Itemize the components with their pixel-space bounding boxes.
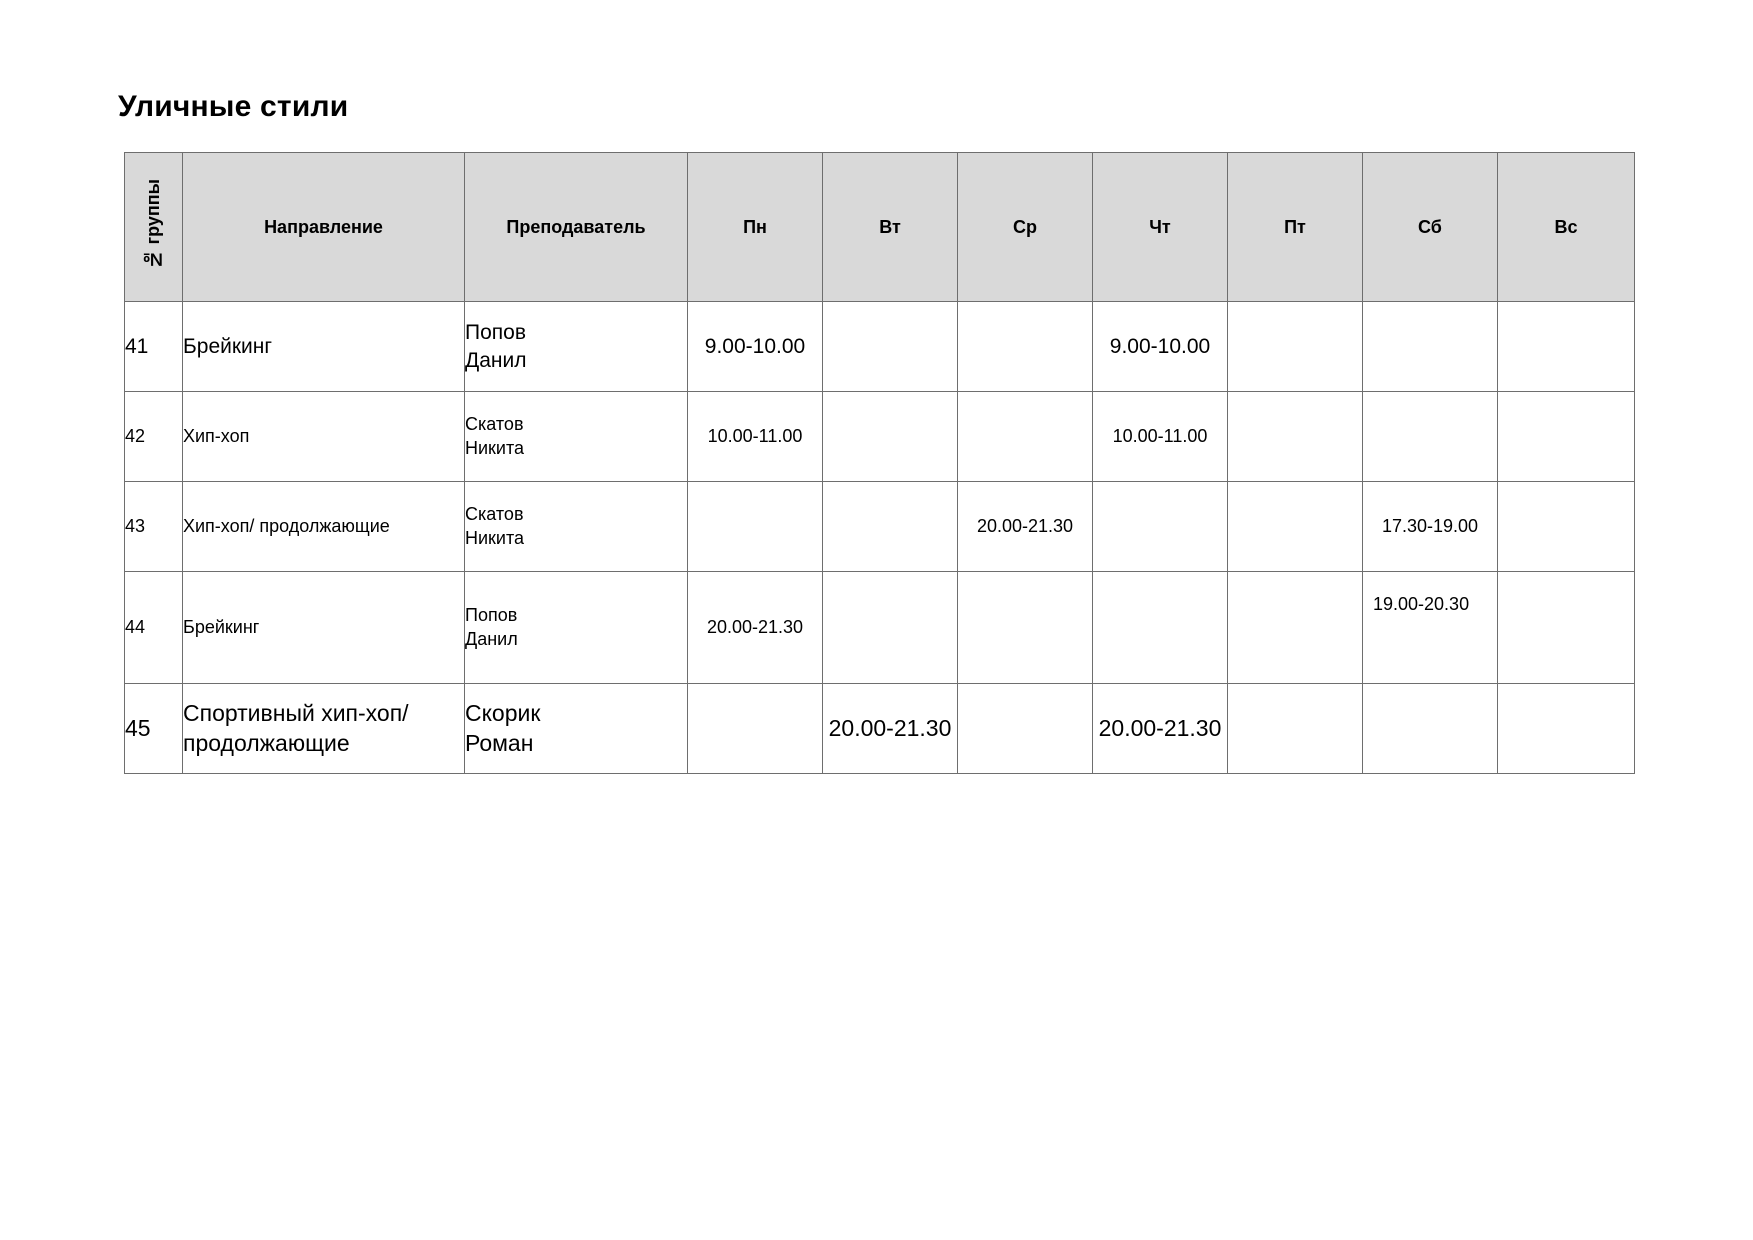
direction: Брейкинг (183, 572, 465, 684)
header-day-fri: Пт (1228, 153, 1363, 302)
time-sat (1363, 684, 1498, 774)
group-number: 43 (125, 482, 183, 572)
time-fri (1228, 684, 1363, 774)
time-mon: 10.00-11.00 (688, 392, 823, 482)
time-sun (1498, 572, 1635, 684)
direction: Хип-хоп/ продолжающие (183, 482, 465, 572)
table-row (125, 302, 1635, 392)
teacher-name: Никита (465, 437, 525, 458)
header-day-wed: Ср (958, 153, 1093, 302)
time-mon (688, 482, 823, 572)
direction: Хип-хоп (183, 392, 465, 482)
time-fri (1228, 392, 1363, 482)
time-sat (1363, 302, 1498, 392)
header-group-number (125, 153, 183, 302)
time-fri (1228, 572, 1363, 684)
header-day-thu: Чт (1093, 153, 1228, 302)
teacher (465, 302, 688, 392)
time-thu: 9.00-10.00 (1093, 302, 1228, 392)
table-row (125, 392, 1635, 482)
time-sat: 19.00-20.30 (1363, 572, 1498, 684)
teacher (465, 684, 688, 774)
time-thu (1093, 482, 1228, 572)
time-tue (823, 482, 958, 572)
time-sat: 17.30-19.00 (1363, 482, 1498, 572)
time-sun (1498, 392, 1635, 482)
time-thu: 10.00-11.00 (1093, 392, 1228, 482)
time-mon: 20.00-21.30 (688, 572, 823, 684)
direction: Спортивный хип-хоп/продолжающие (183, 684, 465, 774)
time-tue (823, 302, 958, 392)
time-thu (1093, 572, 1228, 684)
time-wed (958, 572, 1093, 684)
time-wed (958, 302, 1093, 392)
teacher-name: Роман (465, 729, 534, 756)
teacher (465, 572, 688, 684)
group-number: 45 (125, 684, 183, 774)
table-row (125, 572, 1635, 684)
header-day-sun: Вс (1498, 153, 1635, 302)
time-fri (1228, 482, 1363, 572)
time-sun (1498, 684, 1635, 774)
direction: Брейкинг (183, 302, 465, 392)
time-sun (1498, 302, 1635, 392)
time-sat (1363, 392, 1498, 482)
teacher (465, 482, 688, 572)
header-teacher: Преподаватель (465, 153, 688, 302)
group-number: 41 (125, 302, 183, 392)
time-thu: 20.00-21.30 (1093, 684, 1228, 774)
time-tue (823, 572, 958, 684)
time-wed (958, 684, 1093, 774)
time-wed (958, 392, 1093, 482)
teacher-surname: Попов (465, 321, 526, 345)
header-row (125, 153, 1635, 302)
time-wed: 20.00-21.30 (958, 482, 1093, 572)
header-day-tue: Вт (823, 153, 958, 302)
teacher-name: Данил (465, 348, 527, 372)
schedule-table (124, 152, 1635, 774)
time-tue (823, 392, 958, 482)
teacher-surname: Скатов (465, 504, 524, 525)
group-number: 42 (125, 392, 183, 482)
header-direction: Направление (183, 153, 465, 302)
time-tue: 20.00-21.30 (823, 684, 958, 774)
teacher-surname: Скорик (465, 699, 541, 726)
teacher-name: Никита (465, 527, 525, 548)
header-day-mon: Пн (688, 153, 823, 302)
time-fri (1228, 302, 1363, 392)
page-title: Уличные стили (118, 90, 349, 123)
table-row (125, 482, 1635, 572)
group-number: 44 (125, 572, 183, 684)
header-group-number-label: № группы (143, 179, 163, 270)
table-row (125, 684, 1635, 774)
time-sun (1498, 482, 1635, 572)
time-mon: 9.00-10.00 (688, 302, 823, 392)
teacher-surname: Скатов (465, 414, 524, 435)
teacher-surname: Попов (465, 605, 518, 626)
header-day-sat: Сб (1363, 153, 1498, 302)
teacher (465, 392, 688, 482)
time-mon (688, 684, 823, 774)
teacher-name: Данил (465, 628, 518, 649)
